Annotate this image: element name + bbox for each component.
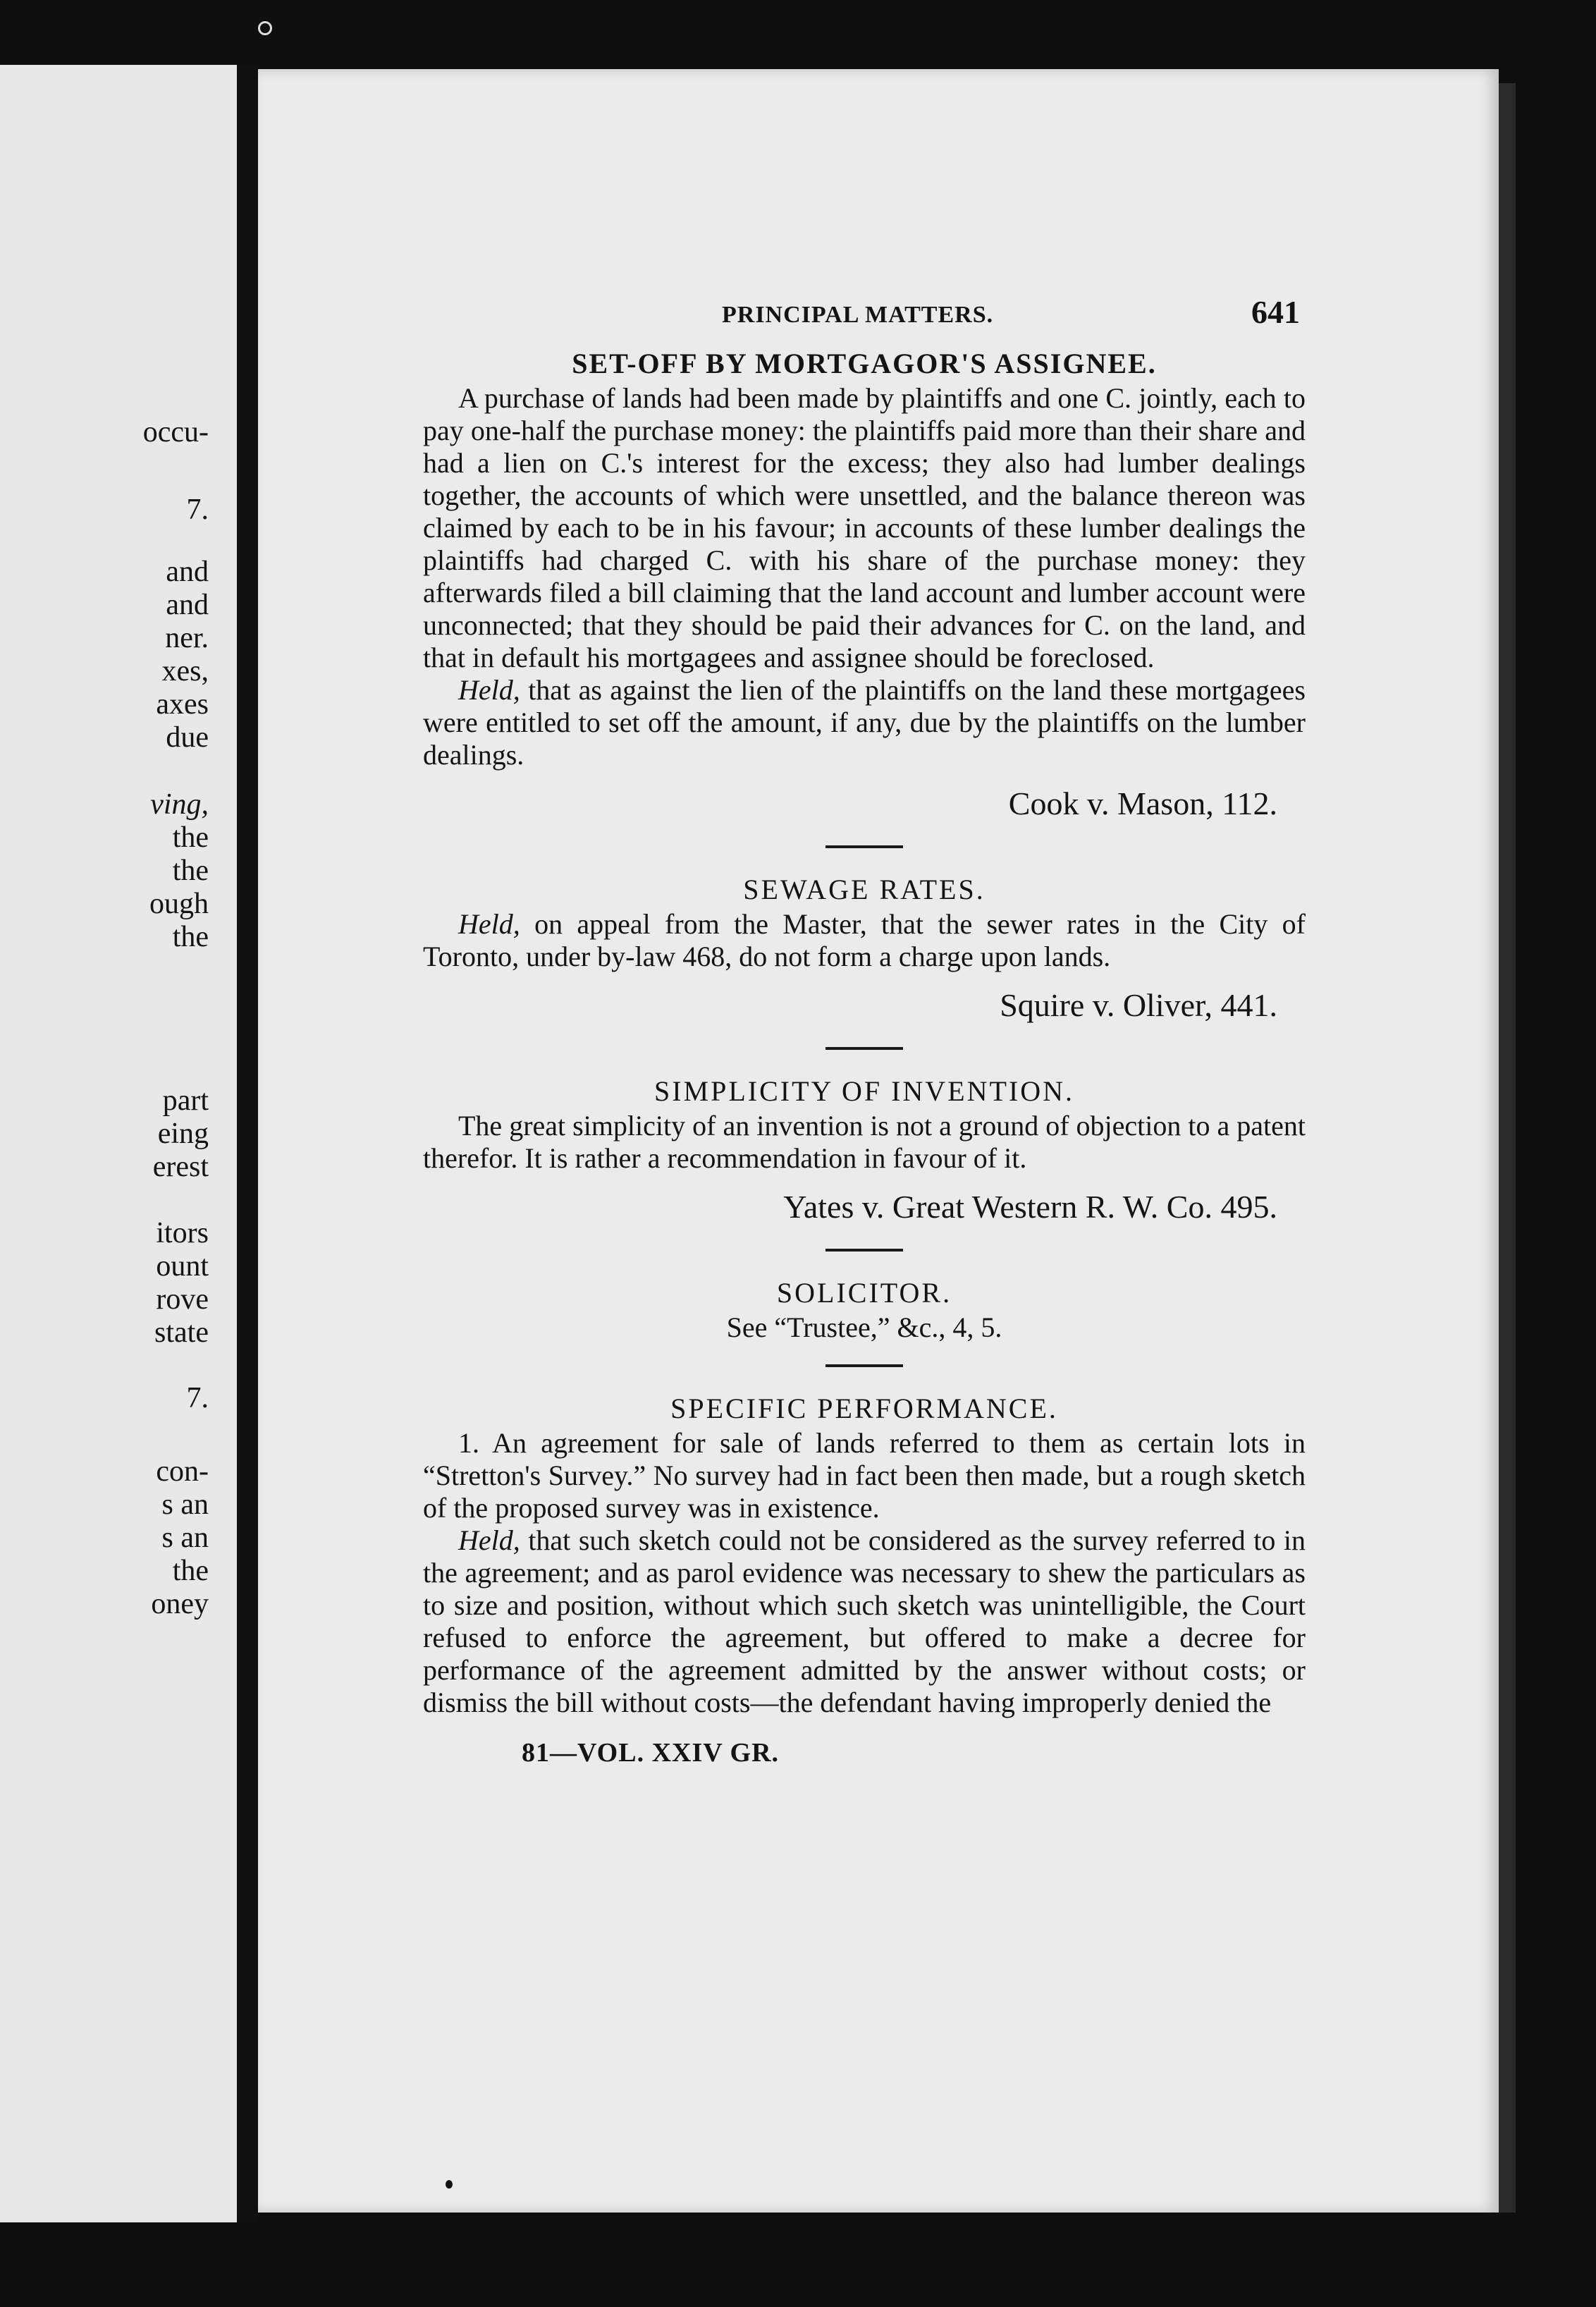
page-content [423,293,1306,1768]
held-lead: Held, [458,674,520,706]
section-heading: SOLICITOR. [776,1277,952,1309]
facing-page-line: state [154,1316,209,1349]
facing-page-line: itors [156,1217,209,1249]
facing-page-line: rove [156,1283,209,1316]
paragraph-text: on appeal from the Master, that the sewer rates in the City of Toronto, under by-law 468, do not form a charge upon lands. [423,908,1306,972]
section-heading: SET-OFF BY MORTGAGOR'S ASSIGNEE. [572,348,1157,379]
section-set-off [423,345,1306,825]
section-heading: SIMPLICITY OF INVENTION. [653,1075,1075,1107]
facing-page-line: s an [161,1488,209,1521]
case-citation: Squire v. Oliver, 441. [1000,987,1277,1023]
cross-reference: See “Trustee,” &c., 4, 5. [726,1311,1002,1343]
facing-page-line: due [166,721,209,754]
section-heading: SEWAGE RATES. [743,874,986,905]
section-heading: SPECIFIC PERFORMANCE. [670,1393,1058,1424]
facing-page-line: part [162,1084,209,1117]
facing-page-line: ough [149,888,209,920]
paragraph-text: that as against the lien of the plaintiffs on the land these mortgagees were entitled to set off the amount, if any, due by the plaintiffs on the lumber dealings. [423,674,1306,771]
facing-page-line: and [166,589,209,621]
signature-mark: 81—VOL. XXIV GR. [522,1738,780,1768]
section-divider [423,1027,1306,1070]
held-lead: Held, [458,908,520,940]
scan-speck [258,21,272,35]
facing-page-line: 7. [186,494,209,526]
paragraph [423,1524,1306,1719]
paragraph-text: that such sketch could not be considered as the survey referred to in the agreement; and as parol evidence was necessary to shew the particulars as to size and position, without which such sketch was unintelligible, the Court refused to enforce the agreement, but offered to make a decree for performance of the agreement admitted by the answer without costs; or dismiss the bill without costs—the defendant having improperly denied the [423,1524,1306,1718]
facing-page-line: the [172,1555,209,1587]
facing-page-line: eing [157,1118,209,1150]
facing-page-line: ving, [150,788,209,821]
facing-page-line: ner. [165,622,209,654]
section-solicitor [423,1275,1306,1344]
paragraph [423,674,1306,771]
facing-page-line: 7. [186,1382,209,1414]
scan-speck [446,2180,453,2189]
facing-page-line: axes [156,688,209,721]
running-title: PRINCIPAL MATTERS. [722,302,994,328]
book-gutter [237,65,258,2222]
paragraph: A purchase of lands had been made by plaintiffs and one C. jointly, each to pay one-half the purchase money: the plaintiffs paid more than their share and had a lien on C.'s interest for the excess; they also had lumber dealings together, the accounts of which were unsettled, and the balance thereon was claimed by each to be in his favour; in accounts of these lumber dealings the plaintiffs had charged C. with his share of the purchase money: they afterwards filed a bill claiming that the land account and lumber account were unconnected; that they should be paid their advances for C. on the land, and that in default his mortgagees and assignee should be foreclosed. [423,382,1306,673]
facing-page-line: occu- [142,416,209,448]
facing-page-line: oney [151,1588,209,1620]
section-divider [423,1344,1306,1388]
case-citation: Yates v. Great Western R. W. Co. 495. [783,1189,1277,1225]
section-simplicity-of-invention [423,1073,1306,1228]
book-page [258,69,1499,2213]
facing-page-line: erest [152,1151,209,1183]
section-sewage-rates [423,871,1306,1027]
held-lead: Held, [458,1524,520,1556]
page-edge-shadow [1499,83,1516,2213]
facing-page-line: the [172,921,209,953]
facing-page-line: ount [156,1250,209,1283]
facing-page-line: xes, [161,655,209,687]
paragraph [423,908,1306,973]
facing-page-line: and [166,556,209,588]
case-citation: Cook v. Mason, 112. [1008,785,1277,821]
facing-page-line: the [172,821,209,854]
facing-page-line: s an [161,1522,209,1554]
running-head [423,293,1306,343]
page-number: 641 [1251,294,1300,330]
section-divider [423,1228,1306,1272]
facing-page-line: con- [156,1455,209,1488]
paragraph: 1. An agreement for sale of lands referred to them as certain lots in “Stretton's Survey.” No survey had in fact been then made, but a rough sketch of the proposed survey was in existence. [423,1427,1306,1524]
section-divider [423,825,1306,869]
section-specific-performance [423,1390,1306,1719]
facing-page-line: the [172,855,209,887]
paragraph: The great simplicity of an invention is not a ground of objection to a patent therefor. It is rather a recommendation in favour of it. [423,1110,1306,1174]
